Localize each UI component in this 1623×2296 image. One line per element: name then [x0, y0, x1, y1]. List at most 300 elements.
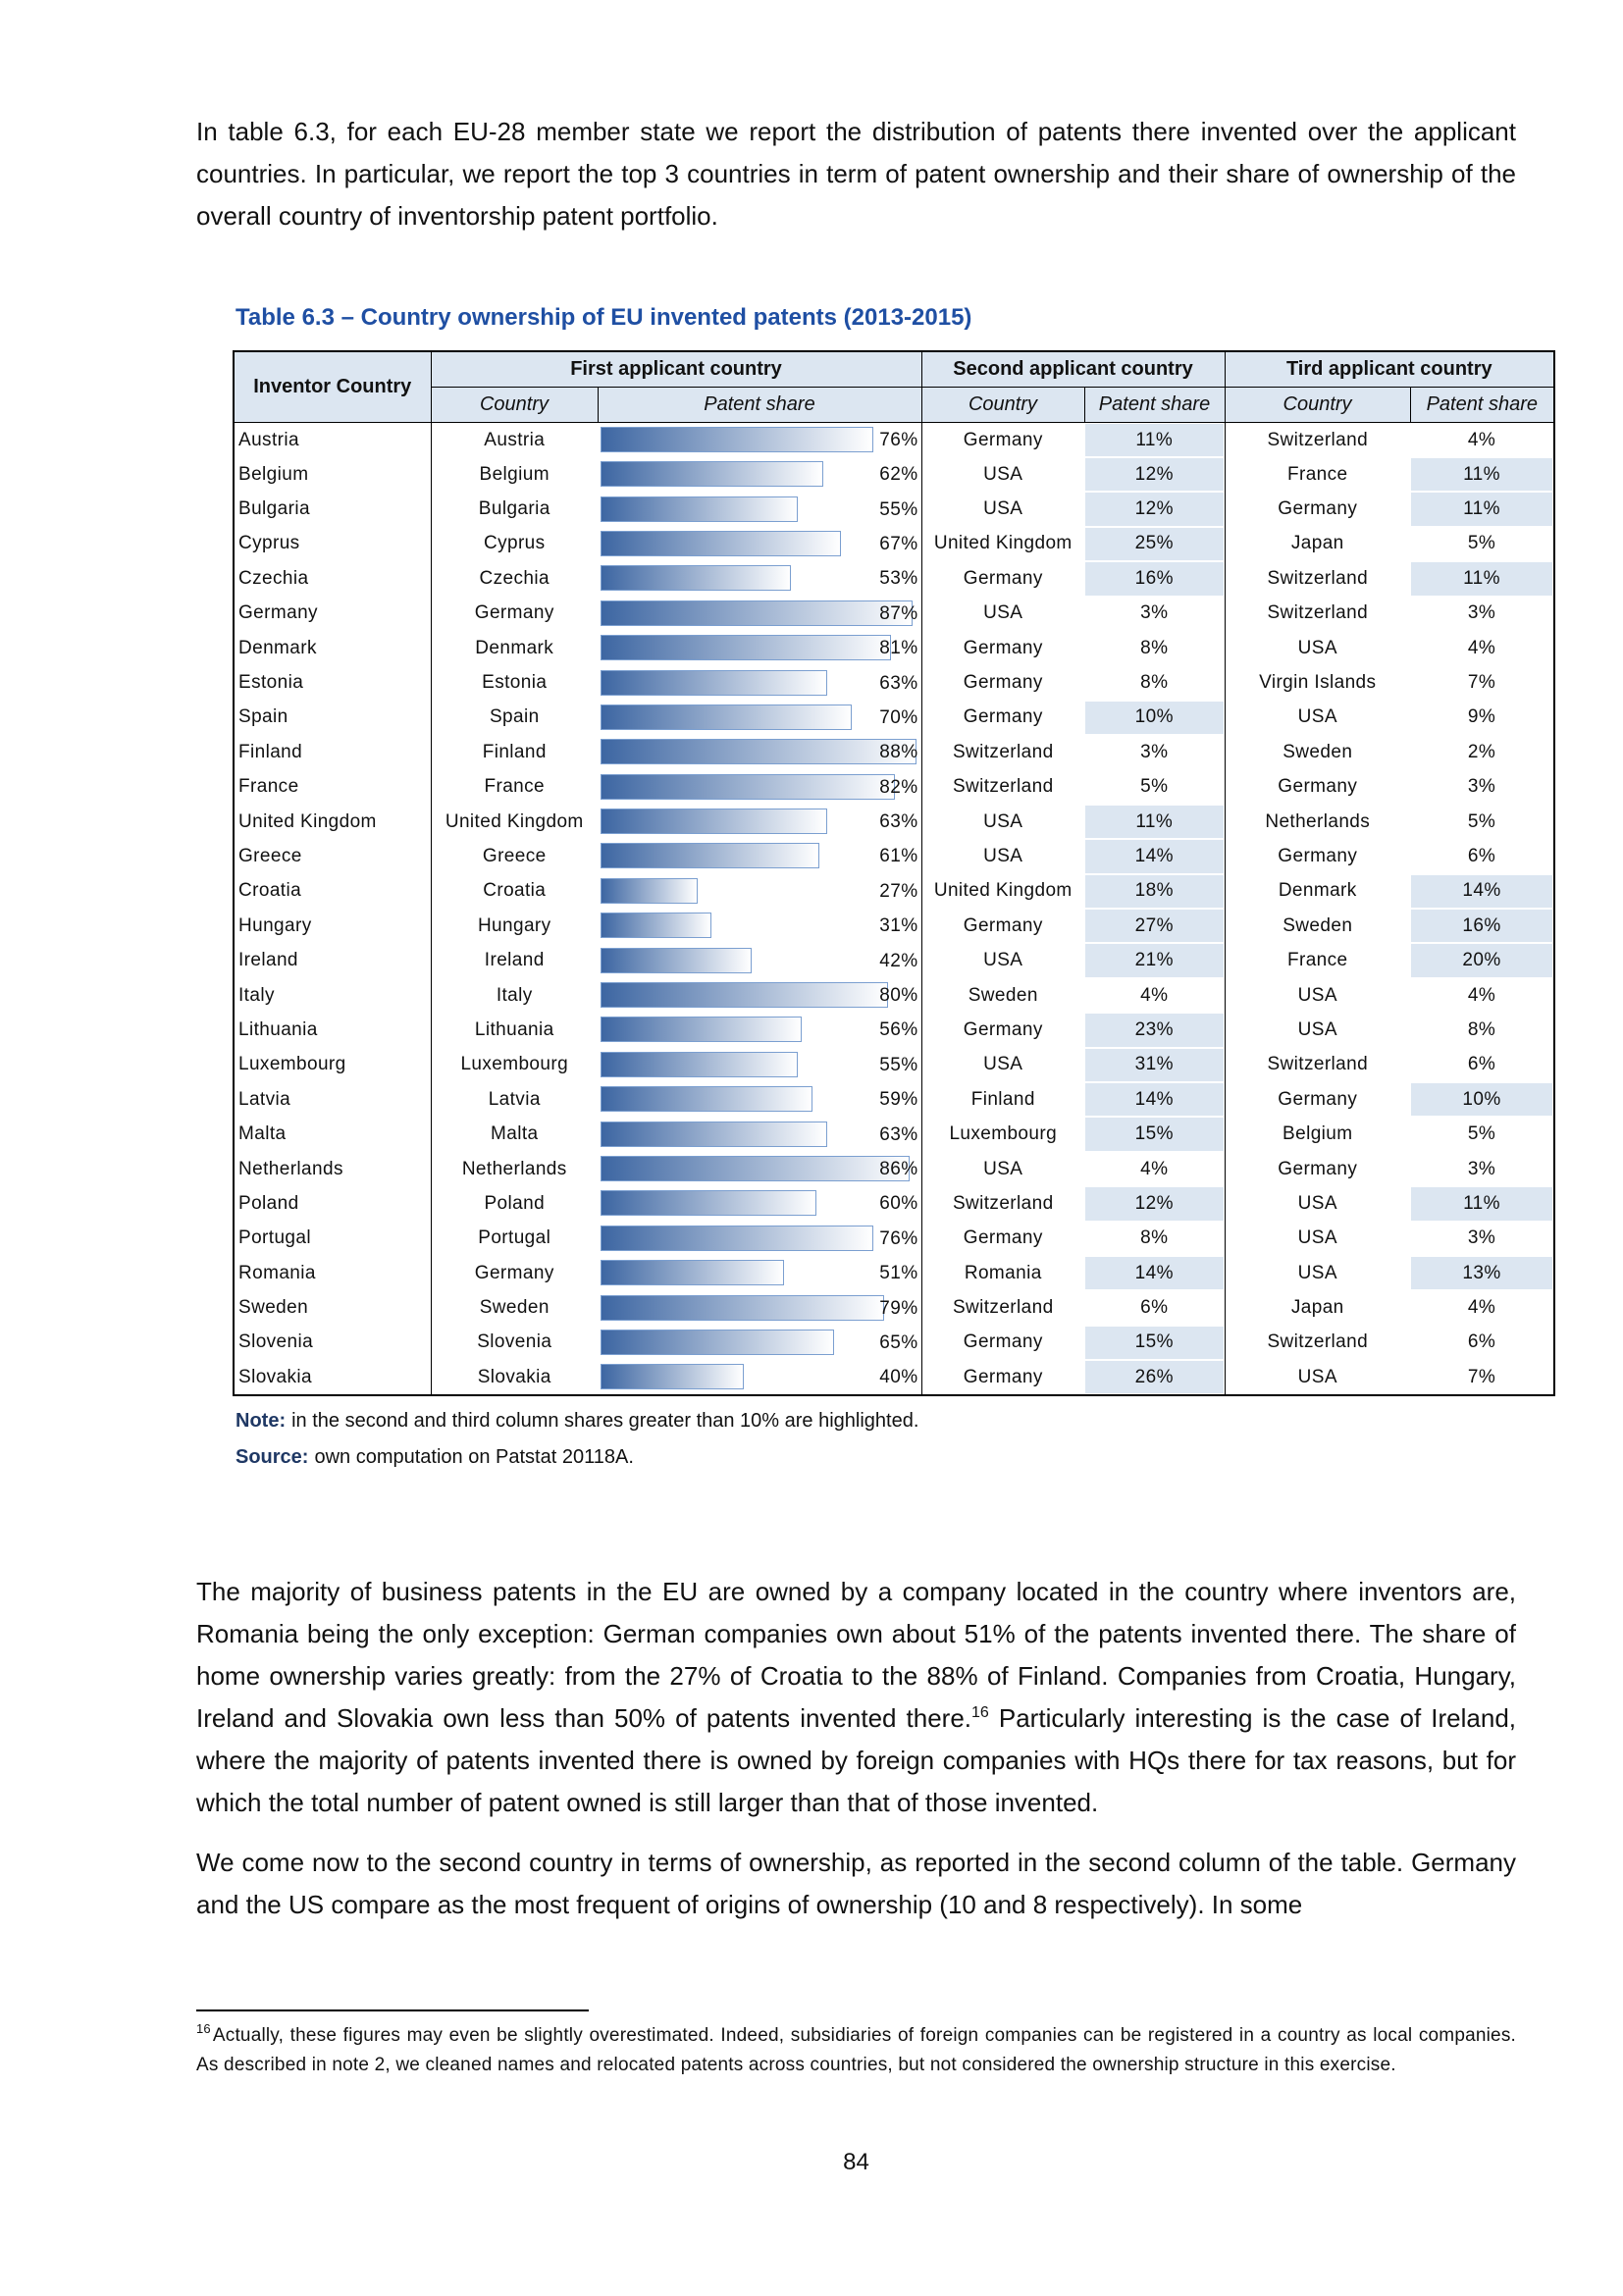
inventor-country-cell: Slovakia: [234, 1360, 431, 1395]
third-share-cell: 5%: [1467, 810, 1496, 832]
inventor-country-cell: Hungary: [234, 909, 431, 943]
first-share-cell: [598, 770, 921, 805]
share-value: 81%: [879, 638, 918, 659]
first-share-cell: [598, 978, 921, 1013]
subheader-second-country: Country: [921, 388, 1084, 423]
second-share-cell: 18%: [1084, 874, 1225, 909]
second-country-cell: Finland: [970, 1088, 1035, 1110]
table-row: [234, 1048, 1554, 1082]
first-country-cell: Austria: [484, 429, 546, 450]
share-value: 51%: [879, 1263, 918, 1284]
second-share-cell: 27%: [1084, 909, 1225, 943]
share-value: 55%: [879, 1054, 918, 1075]
share-bar: [601, 1226, 873, 1251]
share-value: 87%: [879, 602, 918, 624]
table-row: [234, 631, 1554, 665]
third-share-cell: 11%: [1410, 457, 1554, 492]
paragraph-text-continued: Particularly interesting is the case of Ireland, where the majority of patents invented there is owned by foreign companies with HQs there for tax reasons, but for which the total number of patent owned is still larger than that of those invented.: [196, 1703, 1517, 1817]
second-country-cell: USA: [983, 1054, 1023, 1075]
second-share-cell: 12%: [1084, 457, 1225, 492]
table-row: [234, 665, 1554, 700]
second-country-paragraph: We come now to the second country in terms of ownership, as reported in the second column of the table. Germany and the US compare as the most frequent of origins of ownership (10 and 8 respectively). In some: [196, 1848, 1516, 1919]
second-share-cell: 4%: [1084, 1152, 1225, 1186]
third-country-cell: USA: [1297, 706, 1337, 728]
third-country-cell: USA: [1297, 984, 1337, 1006]
third-share-cell: 14%: [1410, 874, 1554, 909]
table-row: [234, 492, 1554, 526]
inventor-country-cell: Finland: [234, 735, 431, 769]
first-share-cell: [598, 1326, 921, 1360]
third-share-cell: 6%: [1467, 1331, 1496, 1353]
inventor-country-cell: Netherlands: [234, 1152, 431, 1186]
header-second-applicant: Second applicant country: [921, 351, 1225, 388]
footnote: [196, 2021, 1516, 2080]
second-share-cell: 8%: [1084, 631, 1225, 665]
third-country-cell: USA: [1297, 1366, 1337, 1387]
first-share-cell: [598, 492, 921, 526]
inventor-country-cell: Portugal: [234, 1222, 431, 1256]
share-value: 31%: [879, 915, 918, 937]
second-country-cell: USA: [983, 1158, 1023, 1179]
first-share-cell: [598, 1048, 921, 1082]
first-share-cell: [598, 909, 921, 943]
share-bar: [601, 600, 913, 626]
paragraph-text: The majority of business patents in the EU are owned by a company located in the country where inventors are, Romania being the only exception: German companies own about 51% of the patents invented there. The share of home ownership varies greatly: from the 27% of Croatia to the 88% of Finland. Companies from Croatia, Hungary, Ireland and Slovakia own less than 50% of patents invented there.: [196, 1577, 1516, 1733]
analysis-paragraph: [196, 1571, 1516, 1824]
table-row: [234, 457, 1554, 492]
table-header: [234, 351, 1554, 423]
share-value: 76%: [879, 430, 918, 450]
first-share-cell: [598, 805, 921, 839]
second-share-cell: 15%: [1084, 1326, 1225, 1360]
subheader-third-country: Country: [1225, 388, 1410, 423]
subheader-second-share: Patent share: [1084, 388, 1225, 423]
third-country-cell: Sweden: [1283, 741, 1353, 762]
third-country-cell: Belgium: [1283, 1123, 1353, 1145]
first-share-cell: [598, 631, 921, 665]
second-country-cell: Switzerland: [952, 741, 1054, 762]
third-share-cell: 5%: [1467, 533, 1496, 554]
first-country-cell: Bulgaria: [478, 498, 550, 520]
share-bar: [601, 1122, 827, 1147]
share-bar: [601, 427, 873, 452]
share-bar: [601, 461, 823, 487]
third-share-cell: 2%: [1467, 741, 1496, 762]
share-value: 79%: [879, 1297, 918, 1319]
inventor-country-cell: Belgium: [234, 457, 431, 492]
share-bar: [601, 496, 798, 522]
third-country-cell: Switzerland: [1267, 567, 1369, 589]
table-row: [234, 1222, 1554, 1256]
table-note: [236, 1407, 918, 1435]
header-first-applicant: First applicant country: [431, 351, 921, 388]
second-country-cell: Switzerland: [952, 1192, 1054, 1214]
share-bar: [601, 531, 841, 556]
third-country-cell: Germany: [1278, 498, 1358, 520]
second-share-cell: 11%: [1084, 423, 1225, 458]
first-share-cell: [598, 665, 921, 700]
second-share-cell: 16%: [1084, 561, 1225, 596]
first-country-cell: Denmark: [475, 637, 554, 658]
note-text: in the second and third column shares greater than 10% are highlighted.: [291, 1410, 919, 1432]
second-country-cell: Germany: [963, 914, 1043, 936]
second-share-cell: 14%: [1084, 1082, 1225, 1117]
intro-paragraph: In table 6.3, for each EU-28 member state we report the distribution of patents there invented over the applicant countries. In particular, we report the top 3 countries in term of patent ownership and their share of ownership of the overall country of inventorship patent portfolio.: [196, 117, 1516, 231]
header-third-applicant: Tird applicant country: [1225, 351, 1554, 388]
second-country-cell: Germany: [963, 637, 1043, 658]
inventor-country-cell: Malta: [234, 1117, 431, 1151]
second-share-cell: 8%: [1084, 1222, 1225, 1256]
second-country-cell: USA: [983, 845, 1023, 866]
first-country-cell: Netherlands: [461, 1158, 567, 1179]
second-country-cell: Germany: [963, 1366, 1043, 1387]
share-value: 59%: [879, 1089, 918, 1111]
first-country-cell: Finland: [482, 741, 547, 762]
third-country-cell: France: [1286, 463, 1348, 485]
inventor-country-cell: Luxembourg: [234, 1048, 431, 1082]
third-country-cell: Germany: [1278, 845, 1358, 866]
second-share-cell: 4%: [1084, 978, 1225, 1013]
second-country-cell: USA: [983, 602, 1023, 624]
first-share-cell: [598, 1013, 921, 1047]
subheader-first-share: Patent share: [598, 388, 921, 423]
ownership-table: [233, 350, 1555, 1396]
first-country-cell: Belgium: [479, 463, 550, 485]
inventor-country-cell: Austria: [234, 423, 431, 458]
share-bar: [601, 913, 711, 938]
share-bar: [601, 878, 698, 904]
table-row: [234, 597, 1554, 631]
share-value: 63%: [879, 672, 918, 694]
share-value: 63%: [879, 1123, 918, 1145]
share-value: 82%: [879, 776, 918, 798]
share-bar: [601, 843, 819, 868]
first-country-cell: Czechia: [479, 567, 550, 589]
inventor-country-cell: Bulgaria: [234, 492, 431, 526]
first-country-cell: Cyprus: [483, 533, 546, 554]
first-country-cell: Italy: [496, 984, 533, 1006]
source-label: Source:: [236, 1446, 309, 1468]
third-share-cell: 20%: [1410, 943, 1554, 977]
share-bar: [601, 1017, 802, 1042]
footnote-text: Actually, these figures may even be slightly overestimated. Indeed, subsidiaries of foreign companies can be registered in a country as local companies. As described in note 2, we cleaned names and relocated patents across countries, but not considered the ownership structure in this exercise.: [196, 2025, 1516, 2075]
table-row: [234, 1326, 1554, 1360]
first-share-cell: [598, 457, 921, 492]
table-row: [234, 701, 1554, 735]
second-share-cell: 5%: [1084, 770, 1225, 805]
third-country-cell: USA: [1297, 637, 1337, 658]
third-share-cell: 11%: [1410, 492, 1554, 526]
second-share-cell: 25%: [1084, 527, 1225, 561]
share-bar: [601, 1364, 744, 1389]
third-share-cell: 6%: [1467, 1054, 1496, 1075]
share-bar: [601, 948, 752, 973]
third-country-cell: Germany: [1278, 1088, 1358, 1110]
first-country-cell: France: [484, 776, 546, 798]
first-country-cell: Greece: [482, 845, 547, 866]
second-share-cell: 31%: [1084, 1048, 1225, 1082]
inventor-country-cell: Lithuania: [234, 1013, 431, 1047]
page-number: 84: [843, 2149, 869, 2175]
second-country-cell: Switzerland: [952, 1297, 1054, 1319]
third-country-cell: Switzerland: [1267, 1054, 1369, 1075]
table-row: [234, 1082, 1554, 1117]
first-share-cell: [598, 735, 921, 769]
third-country-cell: USA: [1297, 1227, 1337, 1249]
body-text: [196, 1571, 1516, 1944]
table-row: [234, 874, 1554, 909]
second-share-cell: 12%: [1084, 1186, 1225, 1221]
third-country-cell: Germany: [1278, 776, 1358, 798]
third-share-cell: 10%: [1410, 1082, 1554, 1117]
share-bar: [601, 1330, 834, 1355]
share-bar: [601, 1260, 784, 1285]
third-share-cell: 3%: [1467, 1227, 1496, 1249]
second-country-cell: Romania: [964, 1262, 1042, 1283]
third-country-cell: Switzerland: [1267, 429, 1369, 450]
second-country-cell: Germany: [963, 672, 1043, 694]
second-share-cell: 14%: [1084, 1256, 1225, 1290]
second-country-cell: Germany: [963, 429, 1043, 450]
first-country-cell: Spain: [489, 706, 540, 728]
third-share-cell: 4%: [1467, 429, 1496, 450]
footnote-separator: [196, 2009, 589, 2011]
second-share-cell: 26%: [1084, 1360, 1225, 1395]
third-country-cell: Germany: [1278, 1158, 1358, 1179]
first-share-cell: [598, 561, 921, 596]
table-row: [234, 527, 1554, 561]
table-row: [234, 943, 1554, 977]
share-value: 76%: [879, 1227, 918, 1249]
first-share-cell: [598, 1117, 921, 1151]
share-value: 63%: [879, 811, 918, 833]
inventor-country-cell: Poland: [234, 1186, 431, 1221]
inventor-country-cell: Sweden: [234, 1290, 431, 1325]
first-country-cell: Lithuania: [474, 1018, 554, 1040]
inventor-country-cell: Denmark: [234, 631, 431, 665]
second-country-cell: Germany: [963, 706, 1043, 728]
second-share-cell: 23%: [1084, 1013, 1225, 1047]
third-share-cell: 4%: [1467, 637, 1496, 658]
second-share-cell: 12%: [1084, 492, 1225, 526]
table-row: [234, 423, 1554, 458]
first-country-cell: Hungary: [477, 914, 551, 936]
second-country-cell: Switzerland: [952, 776, 1054, 798]
first-share-cell: [598, 1290, 921, 1325]
share-bar: [601, 739, 916, 764]
third-country-cell: Switzerland: [1267, 1331, 1369, 1353]
first-share-cell: [598, 527, 921, 561]
inventor-country-cell: Estonia: [234, 665, 431, 700]
first-share-cell: [598, 874, 921, 909]
second-country-cell: Luxembourg: [949, 1123, 1058, 1145]
second-share-cell: 3%: [1084, 597, 1225, 631]
inventor-country-cell: Romania: [234, 1256, 431, 1290]
table-row: [234, 978, 1554, 1013]
third-share-cell: 9%: [1467, 706, 1496, 728]
share-value: 42%: [879, 950, 918, 971]
first-country-cell: Germany: [474, 1262, 554, 1283]
second-share-cell: 11%: [1084, 805, 1225, 839]
table-row: [234, 770, 1554, 805]
second-country-cell: Germany: [963, 567, 1043, 589]
second-share-cell: 15%: [1084, 1117, 1225, 1151]
table-row: [234, 805, 1554, 839]
inventor-country-cell: United Kingdom: [234, 805, 431, 839]
share-value: 86%: [879, 1159, 918, 1179]
first-share-cell: [598, 597, 921, 631]
first-country-cell: Estonia: [482, 672, 548, 694]
inventor-country-cell: France: [234, 770, 431, 805]
inventor-country-cell: Slovenia: [234, 1326, 431, 1360]
second-share-cell: 21%: [1084, 943, 1225, 977]
share-bar: [601, 774, 895, 800]
share-bar: [601, 565, 791, 591]
table-row: [234, 1152, 1554, 1186]
second-share-cell: 14%: [1084, 839, 1225, 873]
first-share-cell: [598, 839, 921, 873]
inventor-country-cell: Germany: [234, 597, 431, 631]
third-country-cell: Japan: [1290, 1297, 1344, 1319]
first-share-cell: [598, 1256, 921, 1290]
third-share-cell: 11%: [1410, 561, 1554, 596]
table-title: Table 6.3 – Country ownership of EU invented patents (2013-2015): [236, 304, 972, 331]
first-country-cell: Slovakia: [477, 1366, 551, 1387]
third-country-cell: USA: [1297, 1262, 1337, 1283]
table-row: [234, 735, 1554, 769]
third-share-cell: 3%: [1467, 602, 1496, 624]
second-share-cell: 6%: [1084, 1290, 1225, 1325]
header-inventor-country: Inventor Country: [234, 351, 431, 423]
first-country-cell: Sweden: [479, 1297, 550, 1319]
third-share-cell: 8%: [1467, 1018, 1496, 1040]
share-value: 56%: [879, 1019, 918, 1041]
second-country-cell: Germany: [963, 1331, 1043, 1353]
first-country-cell: Malta: [491, 1123, 539, 1145]
second-share-cell: 8%: [1084, 665, 1225, 700]
share-value: 62%: [879, 464, 918, 486]
third-share-cell: 16%: [1410, 909, 1554, 943]
second-share-cell: 10%: [1084, 701, 1225, 735]
inventor-country-cell: Spain: [234, 701, 431, 735]
inventor-country-cell: Czechia: [234, 561, 431, 596]
note-label: Note:: [236, 1410, 287, 1432]
table-row: [234, 909, 1554, 943]
table-row: [234, 1290, 1554, 1325]
third-share-cell: 3%: [1467, 1158, 1496, 1179]
share-value: 27%: [879, 880, 918, 902]
first-share-cell: [598, 1152, 921, 1186]
first-share-cell: [598, 1222, 921, 1256]
first-share-cell: [598, 943, 921, 977]
second-share-cell: 3%: [1084, 735, 1225, 769]
second-country-cell: USA: [983, 810, 1023, 832]
table-row: [234, 1117, 1554, 1151]
third-country-cell: Netherlands: [1265, 810, 1371, 832]
table-row: [234, 1013, 1554, 1047]
third-country-cell: France: [1286, 950, 1348, 971]
second-country-cell: Germany: [963, 1018, 1043, 1040]
table-row: [234, 561, 1554, 596]
share-value: 60%: [879, 1193, 918, 1215]
share-bar: [601, 982, 888, 1008]
share-bar: [601, 1156, 910, 1181]
share-value: 70%: [879, 706, 918, 728]
third-country-cell: Japan: [1290, 533, 1344, 554]
share-bar: [601, 1190, 816, 1216]
share-value: 61%: [879, 846, 918, 867]
inventor-country-cell: Croatia: [234, 874, 431, 909]
third-country-cell: USA: [1297, 1018, 1337, 1040]
table-row: [234, 1256, 1554, 1290]
subheader-third-share: Patent share: [1410, 388, 1554, 423]
share-bar: [601, 1086, 812, 1112]
third-share-cell: 5%: [1467, 1123, 1496, 1145]
source-text: own computation on Patstat 20118A.: [314, 1446, 634, 1468]
share-bar: [601, 1295, 884, 1321]
first-share-cell: [598, 1082, 921, 1117]
inventor-country-cell: Latvia: [234, 1082, 431, 1117]
table-source: [236, 1443, 634, 1471]
inventor-country-cell: Cyprus: [234, 527, 431, 561]
third-share-cell: 11%: [1410, 1186, 1554, 1221]
second-country-cell: USA: [983, 498, 1023, 520]
third-share-cell: 7%: [1467, 1366, 1496, 1387]
third-share-cell: 7%: [1467, 672, 1496, 694]
first-country-cell: Croatia: [483, 880, 547, 902]
first-country-cell: Germany: [474, 602, 554, 624]
share-value: 67%: [879, 533, 918, 554]
first-country-cell: Poland: [484, 1192, 546, 1214]
first-country-cell: Ireland: [484, 950, 545, 971]
third-share-cell: 6%: [1467, 845, 1496, 866]
third-share-cell: 13%: [1410, 1256, 1554, 1290]
first-share-cell: [598, 423, 921, 458]
first-country-cell: Portugal: [478, 1227, 551, 1249]
footnote-number: 16: [196, 2021, 211, 2036]
third-country-cell: USA: [1297, 1192, 1337, 1214]
share-bar: [601, 635, 891, 660]
table-body: [234, 423, 1554, 1396]
inventor-country-cell: Italy: [234, 978, 431, 1013]
second-country-cell: Sweden: [968, 984, 1038, 1006]
first-country-cell: Slovenia: [477, 1331, 552, 1353]
share-bar: [601, 1052, 798, 1077]
third-country-cell: Virgin Islands: [1259, 672, 1377, 694]
share-bar: [601, 704, 852, 730]
table-row: [234, 1186, 1554, 1221]
third-country-cell: Switzerland: [1267, 602, 1369, 624]
first-country-cell: United Kingdom: [445, 810, 584, 832]
table-row: [234, 839, 1554, 873]
second-country-cell: United Kingdom: [933, 880, 1073, 902]
share-bar: [601, 670, 827, 696]
first-country-cell: Luxembourg: [460, 1054, 569, 1075]
share-value: 80%: [879, 985, 918, 1007]
share-value: 88%: [879, 742, 918, 763]
footnote-reference: 16: [971, 1704, 989, 1721]
subheader-first-country: Country: [431, 388, 598, 423]
first-share-cell: [598, 701, 921, 735]
second-country-cell: Germany: [963, 1227, 1043, 1249]
share-value: 53%: [879, 568, 918, 590]
third-share-cell: 4%: [1467, 1297, 1496, 1319]
second-country-cell: United Kingdom: [933, 533, 1073, 554]
first-share-cell: [598, 1360, 921, 1395]
third-share-cell: 4%: [1467, 984, 1496, 1006]
share-value: 40%: [879, 1367, 918, 1388]
third-country-cell: Denmark: [1278, 880, 1357, 902]
